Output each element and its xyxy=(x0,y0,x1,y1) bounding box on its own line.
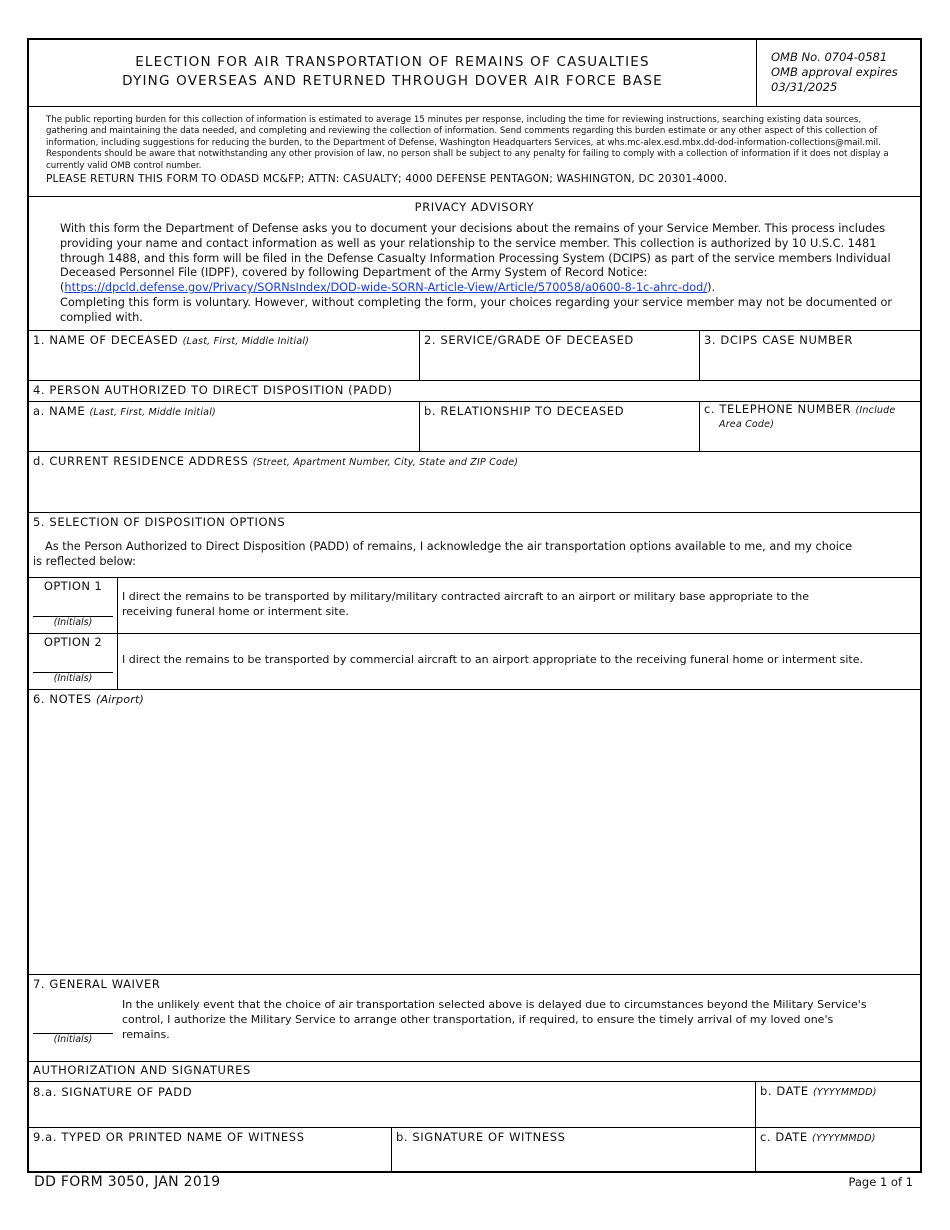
waiver-text: In the unlikely event that the choice of air transportation selected above is delayed due to circumstances beyond the Military Service's control, I authorize the Military Service to arrange other transportation, if required, to ensure the timely arrival of my loved one's remains. xyxy=(122,998,867,1041)
section-7-heading: 7. GENERAL WAIVER xyxy=(33,977,161,991)
omb-expires-date: 03/31/2025 xyxy=(771,80,838,94)
padd-signature-field[interactable] xyxy=(29,1098,755,1126)
privacy-voluntary: Completing this form is voluntary. However, without completing the form, your choices regarding your service member may not be documented or complied with. xyxy=(60,295,893,324)
divider xyxy=(29,380,920,381)
f4d-text: d. CURRENT RESIDENCE ADDRESS xyxy=(33,454,249,468)
divider xyxy=(29,330,920,331)
divider xyxy=(29,974,920,975)
divider xyxy=(29,512,920,513)
f4c-hint: (Include xyxy=(855,405,896,416)
page-number: Page 1 of 1 xyxy=(848,1175,913,1189)
privacy-body: With this form the Department of Defense asks you to document your decisions about the remains of your Service Member. This process includes providing your name and contact information as well as your relationship to the service member. This collection is authorized by 10 U.S.C. 1481 through 1488, and this form will be filed in the Defense Casualty Information Processing System (DCIPS) as part of the service members Individual Deceased Personnel File (IDPF), covered by following Department of the Army System of Record Notice: xyxy=(60,222,891,280)
field-4c-label xyxy=(704,402,895,416)
divider xyxy=(29,1061,920,1062)
divider xyxy=(29,633,920,634)
signatures-heading: AUTHORIZATION AND SIGNATURES xyxy=(33,1063,251,1077)
omb-expires-label: OMB approval expires xyxy=(771,65,898,79)
waiver-initials-label: (Initials) xyxy=(53,1034,93,1045)
field-2-label: 2. SERVICE/GRADE OF DECEASED xyxy=(424,333,634,347)
form-frame xyxy=(27,38,922,1173)
f4c-hint2-text: Area Code) xyxy=(719,419,775,430)
f1-text: 1. NAME OF DECEASED xyxy=(33,333,179,347)
f4a-hint: (Last, First, Middle Initial) xyxy=(89,407,216,418)
deceased-name-field[interactable] xyxy=(29,345,419,379)
field-8a-label: 8.a. SIGNATURE OF PADD xyxy=(33,1085,193,1099)
header-divider xyxy=(756,40,757,106)
residence-address-field[interactable] xyxy=(29,468,920,511)
option-2-text: I direct the remains to be transported by commercial aircraft to an airport appropriate to the receiving funeral home or interment site. xyxy=(122,653,864,666)
option-1-label: OPTION 1 xyxy=(43,579,103,593)
f4d-hint: (Street, Apartment Number, City, State and ZIP Code) xyxy=(252,457,519,468)
divider xyxy=(29,106,920,107)
form-title-line2: DYING OVERSEAS AND RETURNED THROUGH DOVER AIR FORCE BASE xyxy=(122,73,663,89)
padd-name-field[interactable] xyxy=(29,416,419,450)
field-9c-label xyxy=(760,1130,876,1144)
privacy-text: With this form the Department of Defense asks you to document your decisions about the remains of your Service Member. This process includes providing your name and contact information as well as your relationship to the service member. This collection is authorized by 10 U.S.C. 1481 through 1488, and this form will be filed in the Defense Casualty Information Processing System (DCIPS) as part of the service members Individual Deceased Personnel File (IDPF), covered by following Department of the Army System of Record Notice: (https://dpcld.defense.gov/Privacy/SORNsIndex/DOD-wide-SORN-Article-View/Article/570058/a0600-8-1c-ahrc-dod/). Completing this form is voluntary. However, without completing the form, your choices regarding your service member may not be documented or complied with. xyxy=(60,222,893,324)
f4a-text: a. NAME xyxy=(33,404,86,418)
field-3-label: 3. DCIPS CASE NUMBER xyxy=(704,333,854,347)
f8b-hint: (YYYYMMDD) xyxy=(813,1087,877,1098)
divider xyxy=(29,577,920,578)
dcips-case-field[interactable] xyxy=(700,345,920,379)
service-grade-field[interactable] xyxy=(420,345,699,379)
witness-name-field[interactable] xyxy=(29,1144,391,1172)
divider xyxy=(29,1127,920,1128)
s6-hint: (Airport) xyxy=(95,693,144,706)
divider xyxy=(29,196,920,197)
field-8b-label xyxy=(760,1084,877,1098)
witness-date-field[interactable] xyxy=(756,1144,920,1172)
privacy-heading: PRIVACY ADVISORY xyxy=(414,200,535,214)
form-id: DD FORM 3050, JAN 2019 xyxy=(34,1174,221,1190)
omb-number: OMB No. 0704-0581 xyxy=(771,50,888,64)
form-title-line1: ELECTION FOR AIR TRANSPORTATION OF REMAINS OF CASUALTIES xyxy=(135,54,650,70)
f9c-text: c. DATE xyxy=(760,1130,808,1144)
divider xyxy=(29,451,920,452)
option-2-initials-label: (Initials) xyxy=(53,673,93,684)
field-4b-label: b. RELATIONSHIP TO DECEASED xyxy=(424,404,625,418)
sorn-link[interactable]: https://dpcld.defense.gov/Privacy/SORNsIndex/DOD-wide-SORN-Article-View/Article/570058/a0600-8-1c-ahrc-dod/ xyxy=(64,281,708,295)
witness-signature-field[interactable] xyxy=(392,1144,755,1172)
divider xyxy=(29,1081,920,1082)
f8b-text: b. DATE xyxy=(760,1084,809,1098)
field-9b-label: b. SIGNATURE OF WITNESS xyxy=(396,1130,566,1144)
relationship-field[interactable] xyxy=(420,416,699,450)
f4c-text: c. TELEPHONE NUMBER xyxy=(704,402,852,416)
option-1-initials-label: (Initials) xyxy=(53,617,93,628)
field-9a-label: 9.a. TYPED OR PRINTED NAME OF WITNESS xyxy=(33,1130,305,1144)
section-5-intro: As the Person Authorized to Direct Disposition (PADD) of remains, I acknowledge the air transportation options available to me, and my choice is reflected below: xyxy=(33,540,853,568)
section-5-heading: 5. SELECTION OF DISPOSITION OPTIONS xyxy=(33,515,286,529)
s6-text: 6. NOTES xyxy=(33,692,92,706)
notes-field[interactable] xyxy=(29,708,920,973)
option-2-label: OPTION 2 xyxy=(43,635,103,649)
field-4d-label xyxy=(33,454,518,468)
section-6-heading xyxy=(33,692,144,706)
burden-statement: The public reporting burden for this collection of information is estimated to average 15 minutes per response, including the time for reviewing instructions, searching existing data sources, gathering and maintaining the data needed, and completing and reviewing the collection of information. Send comments regarding this burden estimate or any other aspect of this collection of information, including suggestions for reducing the burden, to the Department of Defense, Washington Headquarters Services, at whs.mc-alex.esd.mbx.dd-dod-information-collections@mail.mil. Respondents should be aware that notwithstanding any other provision of law, no person shall be subject to any penalty for failing to comply with a collection of information if it does not display a currently valid OMB control number. xyxy=(46,115,889,171)
divider xyxy=(29,689,920,690)
return-address: PLEASE RETURN THIS FORM TO ODASD MC&FP; ATTN: CASUALTY; 4000 DEFENSE PENTAGON; WASHINGTON, DC 20301-4000. xyxy=(46,173,728,185)
option-1-text: I direct the remains to be transported by military/military contracted aircraft to an airport or military base appropriate to the receiving funeral home or interment site. xyxy=(122,590,810,618)
f1-hint: (Last, First, Middle Initial) xyxy=(182,336,310,347)
padd-date-field[interactable] xyxy=(756,1098,920,1126)
f9c-hint: (YYYYMMDD) xyxy=(812,1133,876,1144)
field-4-label: 4. PERSON AUTHORIZED TO DIRECT DISPOSITION (PADD) xyxy=(33,383,393,397)
telephone-field[interactable] xyxy=(700,428,920,450)
